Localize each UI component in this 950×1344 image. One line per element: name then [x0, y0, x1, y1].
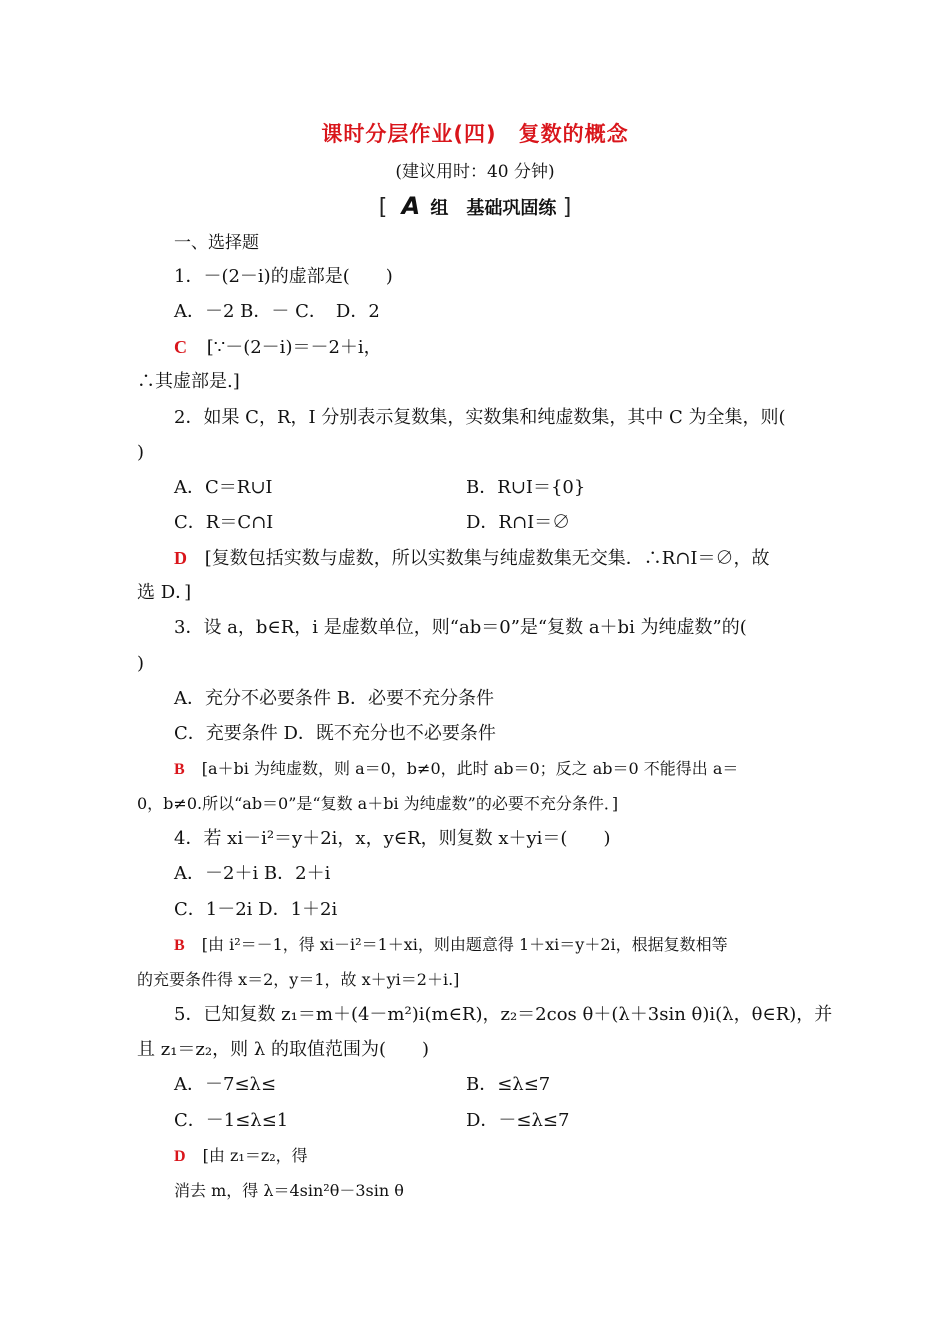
question-2-option-d: D．R∩I＝∅	[466, 512, 571, 533]
question-2: 2．如果 C，R，I 分别表示复数集，实数集和纯虚数集，其中 C 为全集，则(	[174, 407, 786, 428]
question-5-option-a: A．－7≤λ≤	[174, 1074, 277, 1095]
answer-text: [由 z₁＝z₂，得	[202, 1146, 308, 1165]
answer-5-cont: 消去 m，得 λ＝4sin²θ－3sin θ	[174, 1181, 404, 1200]
question-1: 1．－(2－i)的虚部是( )	[174, 266, 393, 287]
group-bracket-left: [	[378, 195, 388, 220]
answer-text: [∵－(2－i)＝－2＋i，	[206, 337, 382, 358]
answer-text: [复数包括实数与虚数，所以实数集与纯虚数集无交集．∴R∩I＝∅，故	[204, 548, 770, 569]
question-5-option-c: C．－1≤λ≤1	[174, 1110, 289, 1131]
question-3-options-ab: A．充分不必要条件 B．必要不充分条件	[174, 688, 494, 709]
time-note: (建议用时：40 分钟)	[395, 162, 555, 182]
answer-2	[174, 546, 854, 571]
question-2-option-c: C．R＝C∩I	[174, 512, 274, 533]
answer-text: [a＋bi 为纯虚数，则 a＝0，b≠0，此时 ab＝0；反之 ab＝0 不能得出 a＝	[201, 759, 739, 778]
answer-3	[174, 757, 854, 782]
question-4-options-cd: C．1－2i D．1＋2i	[174, 899, 338, 920]
question-5-option-b: B．≤λ≤7	[466, 1074, 551, 1095]
question-3-options-cd: C．充要条件 D．既不充分也不必要条件	[174, 723, 496, 744]
question-5-option-d: D．－≤λ≤7	[466, 1110, 570, 1131]
question-5: 5．已知复数 z₁＝m＋(4－m²)i(m∈R)，z₂＝2cos θ＋(λ＋3sin θ)i(λ，θ∈R)，并	[174, 1004, 833, 1025]
group-bracket-right: ]	[562, 195, 572, 220]
question-5-cont: 且 z₁＝z₂，则 λ 的取值范围为( )	[137, 1039, 430, 1060]
group-letter: A	[401, 192, 421, 220]
answer-5	[174, 1144, 854, 1169]
group-label: 组 基础巩固练	[430, 198, 557, 219]
page-title: 课时分层作业(四) 复数的概念	[321, 122, 629, 146]
answer-4	[174, 933, 854, 958]
group-heading	[0, 192, 950, 220]
question-2-option-a: A．C＝R∪I	[174, 477, 273, 498]
answer-3-cont: 0，b≠0.所以“ab＝0”是“复数 a＋bi 为纯虚数”的必要不充分条件．]	[137, 794, 619, 813]
answer-letter: C	[174, 337, 187, 357]
answer-letter: B	[174, 761, 185, 778]
answer-letter: D	[174, 1148, 186, 1165]
question-4-options-ab: A．－2＋i B．2＋i	[174, 863, 331, 884]
section-heading: 一、选择题	[174, 233, 259, 253]
question-2-option-b: B．R∪I＝{0}	[466, 477, 586, 498]
question-3: 3．设 a，b∈R，i 是虚数单位，则“ab＝0”是“复数 a＋bi 为纯虚数”的(	[174, 617, 747, 638]
question-1-options: A．－2 B．－ C． D．2	[174, 301, 380, 322]
answer-text: [由 i²＝－1，得 xi－i²＝1＋xi，则由题意得 1＋xi＝y＋2i，根据复数相等	[201, 935, 728, 954]
answer-1-cont: ∴其虚部是.]	[137, 371, 240, 392]
question-4: 4．若 xi－i²＝y＋2i，x，y∈R，则复数 x＋yi＝( )	[174, 828, 611, 849]
answer-letter: D	[174, 548, 187, 568]
question-2-cont: )	[137, 442, 145, 463]
answer-2-cont: 选 D．]	[137, 582, 192, 603]
question-3-cont: )	[137, 653, 145, 674]
answer-letter: B	[174, 937, 185, 954]
answer-4-cont: 的充要条件得 x＝2，y＝1，故 x＋yi＝2＋i.]	[137, 970, 460, 989]
answer-1	[174, 335, 854, 360]
